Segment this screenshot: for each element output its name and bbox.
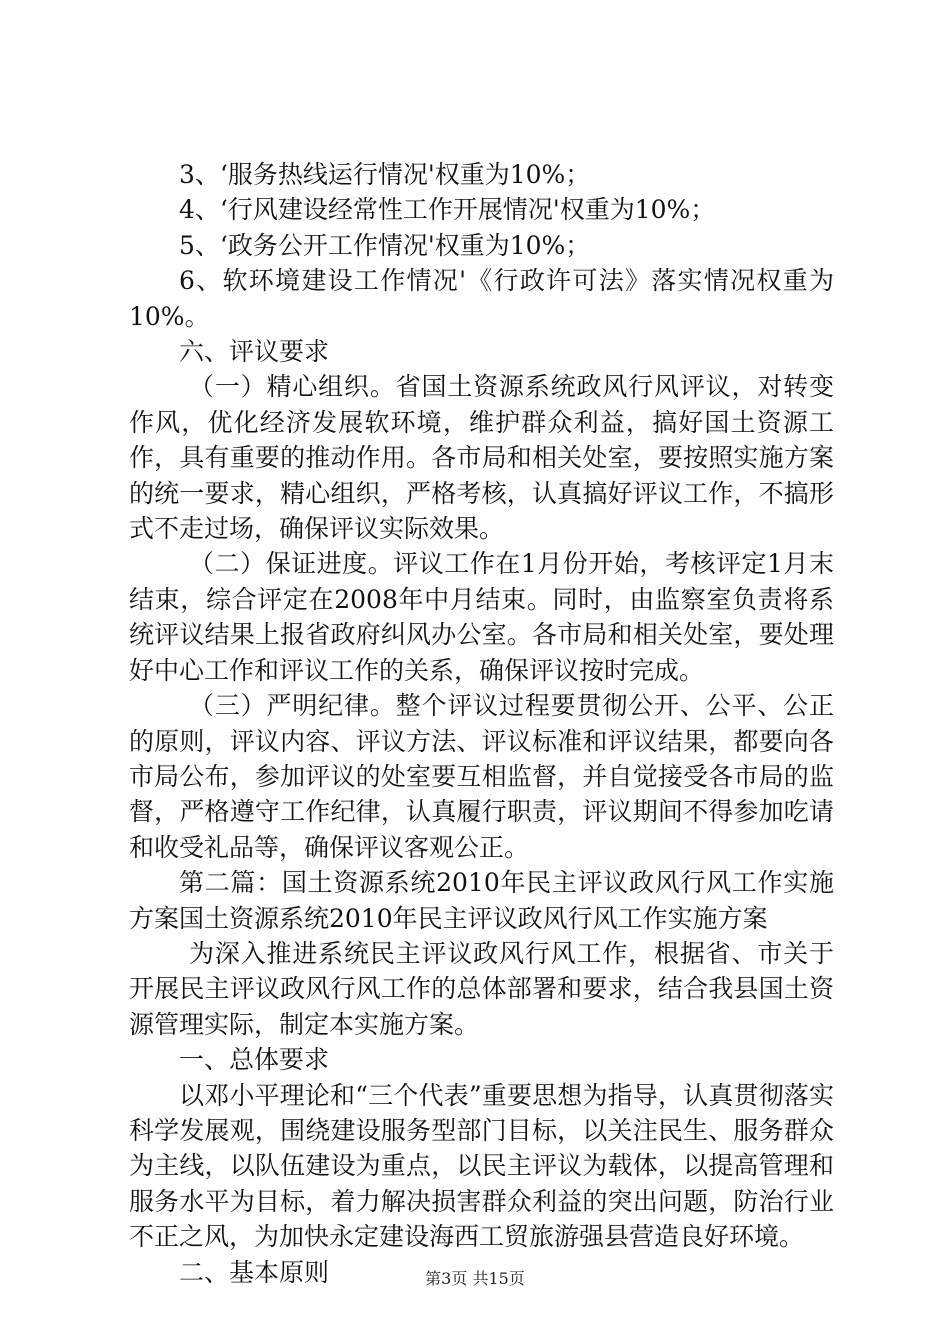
- document-body: [129, 157, 834, 1290]
- chapter-title-second: 第二篇：国土资源系统2010年民主评议政风行风工作实施方案国土资源系统2010年民主评议政风行风工作实施方案: [129, 868, 834, 933]
- paragraph-item-3: 3、‘服务热线运行情况'权重为10%；: [179, 160, 591, 189]
- page-total: 共15页: [472, 1269, 525, 1288]
- paragraph-item-5: 5、‘政务公开工作情况'权重为10%；: [179, 230, 591, 260]
- paragraph-item-4: 4、‘行风建设经常性工作开展情况'权重为10%；: [179, 195, 716, 225]
- page-number: 第3页: [425, 1269, 468, 1288]
- paragraph-strict-discipline: （三）严明纪律。整个评议过程要贯彻公开、公平、公正的原则，评议内容、评议方法、评议标准和评议结果，都要向各市局公布，参加评议的处室要互相监督，并自觉接受各市局的监督，严格遵守工作纪律，认真履行职责，评议期间不得参加吃请和收受礼品等，确保评议客观公正。: [129, 691, 834, 862]
- section-heading-general-requirements: 一、总体要求: [179, 1045, 330, 1075]
- paragraph-guiding-ideology: 以邓小平理论和“三个代表”重要思想为指导，认真贯彻落实科学发展观，围绕建设服务型部门目标，以关注民生、服务群众为主线，以队伍建设为重点，以民主评议为载体，以提高管理和服务水平为目标，着力解决损害群众利益的突出问题，防治行业不正之风，为加快永定建设海西工贸旅游强县营造良好环境。: [129, 1080, 834, 1252]
- paragraph-careful-organization: （一）精心组织。省国土资源系统政风行风评议，对转变作风，优化经济发展软环境，维护群众利益，搞好国土资源工作，具有重要的推动作用。各市局和相关处室，要按照实施方案的统一要求，精心组织，严格考核，认真搞好评议工作，不搞形式不走过场，确保评议实际效果。: [129, 372, 834, 544]
- page-footer: [0, 1269, 950, 1289]
- paragraph-introduction: 为深入推进系统民主评议政风行风工作，根据省、市关于开展民主评议政风行风工作的总体部署和要求，结合我县国土资源管理实际，制定本实施方案。: [129, 938, 834, 1039]
- paragraph-item-6: 6、软环境建设工作情况'《行政许可法》落实情况权重为10%。: [129, 266, 834, 331]
- section-heading-basic-principles: 二、基本原则: [179, 1257, 330, 1287]
- paragraph-ensure-progress: （二）保证进度。评议工作在1月份开始，考核评定1月末结束，综合评定在2008年中月结束。同时，由监察室负责将系统评议结果上报省政府纠风办公室。各市局和相关处室，要处理好中心工作和评议工作的关系，确保评议按时完成。: [129, 549, 834, 685]
- section-heading-review-requirements: 六、评议要求: [179, 337, 330, 367]
